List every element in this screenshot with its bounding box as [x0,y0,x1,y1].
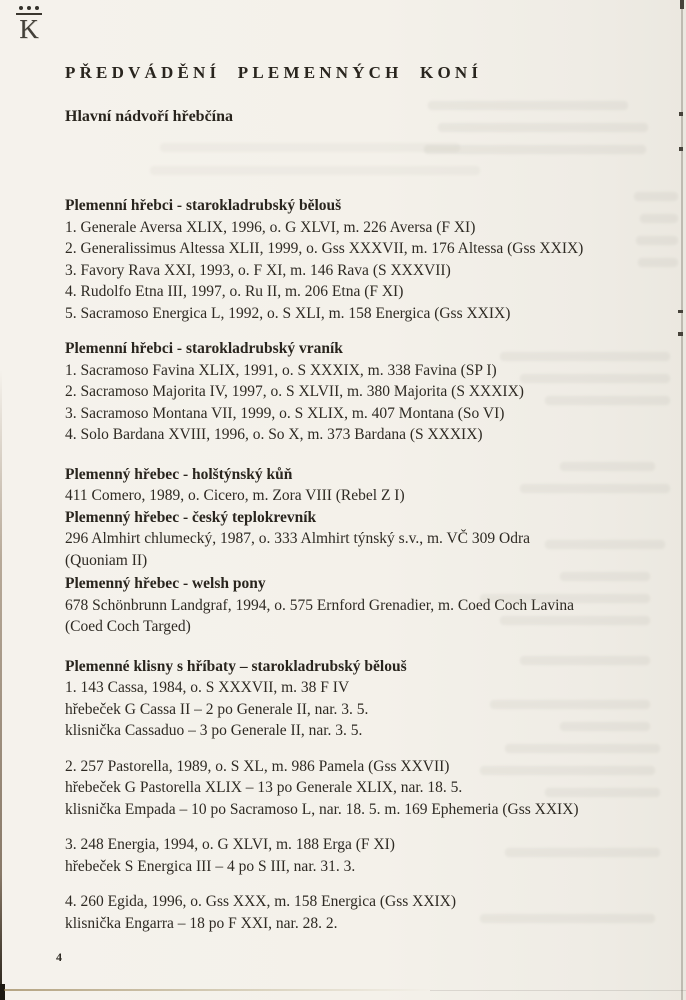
entry-paragraph [65,677,650,742]
bottom-page-edge-faint [430,990,686,991]
section [65,507,650,572]
scan-corner-mark [0,984,5,1000]
section-heading: Plemenní hřebci - starokladrubský bělouš [65,197,342,214]
entry-line: (Quoniam II) [65,551,148,569]
entry-line: 411 Comero, 1989, o. Cicero, m. Zora VIII (Rebel Z I) [65,487,405,504]
entry-line: 2. Sacramoso Majorita IV, 1997, o. S XLVII, m. 380 Majorita (S XXXIX) [65,383,524,400]
entry-line: 2. 257 Pastorella, 1989, o. S XL, m. 986 Pamela (Gss XXVII) [65,757,450,775]
entry-paragraph [65,834,650,877]
entry-paragraph [65,756,650,821]
entry-paragraph [65,360,650,446]
entry-line: hřebeček G Pastorella XLIX – 13 po Generale XLIX, nar. 18. 5. [65,779,463,796]
section-heading: Plemenný hřebec - český teplokrevník [65,508,317,526]
entry-line: 1. Generale Aversa XLIX, 1996, o. G XLVI, m. 226 Aversa (F XI) [65,218,476,236]
entry-line: 3. 248 Energia, 1994, o. G XLVI, m. 188 Erga (F XI) [65,836,395,853]
scan-speck [680,0,684,9]
entry-paragraph [65,891,650,934]
scan-speck [678,310,683,313]
scan-speck [679,112,683,116]
page-content [65,62,650,934]
section-heading: Plemenný hřebec - welsh pony [65,575,266,592]
entry-line: klisnička Empada – 10 po Sacramoso L, nar. 18. 5. m. 169 Ephemeria (Gss XXIX) [65,800,579,818]
entry-line: 4. Solo Bardana XVIII, 1996, o. So X, m. 373 Bardana (S XXXIX) [65,426,483,443]
entry-line: 4. 260 Egida, 1996, o. Gss XXX, m. 158 Energica (Gss XXIX) [65,893,457,910]
entry-paragraph [65,217,650,325]
bottom-page-edge [4,989,434,991]
sections-container [65,195,650,934]
entry-line: 1. Sacramoso Favina XLIX, 1991, o. S XXXIX, m. 338 Favina (SP I) [65,361,497,379]
entry-paragraph [65,528,650,571]
section [65,338,650,446]
kladruby-logo [14,6,44,43]
entry-line: 5. Sacramoso Energica L, 1992, o. S XLI, m. 158 Energica (Gss XXIX) [65,304,511,322]
entry-line: 2. Generalissimus Altessa XLII, 1999, o. Gss XXXVII, m. 176 Altessa (Gss XXIX) [65,240,584,257]
section-heading: Plemenný hřebec - holštýnský kůň [65,465,293,483]
entry-paragraph [65,485,650,507]
page-number: 4 [56,950,62,964]
entry-line: 3. Favory Rava XXI, 1993, o. F XI, m. 146 Rava (S XXXVII) [65,261,451,279]
entry-line: hřebeček G Cassa II – 2 po Generale II, nar. 3. 5. [65,700,369,718]
entry-line: hřebeček S Energica III – 4 po S III, nar. 31. 3. [65,857,356,875]
entry-paragraph [65,595,650,638]
scan-speck [678,332,683,336]
section [65,195,650,324]
section [65,573,650,638]
section-heading: Plemenní hřebci - starokladrubský vraník [65,340,343,357]
left-page-edge [0,370,2,1000]
entry-line: 4. Rudolfo Etna III, 1997, o. Ru II, m. 206 Etna (F XI) [65,283,404,300]
logo-letter-k: K [19,14,39,44]
entry-line: (Coed Coch Targed) [65,618,191,635]
entry-line: klisnička Cassaduo – 3 po Generale II, nar. 3. 5. [65,722,363,739]
page-subtitle: Hlavní nádvoří hřebčína [65,108,234,125]
section-heading: Plemenné klisny s hříbaty – starokladrubský bělouš [65,657,407,675]
entry-line: 3. Sacramoso Montana VII, 1999, o. S XLIX, m. 407 Montana (So VI) [65,404,505,422]
section [65,656,650,935]
logo-crown-dots-icon [14,6,44,11]
entry-line: 1. 143 Cassa, 1984, o. S XXXVII, m. 38 F IV [65,679,350,696]
entry-line: klisnička Engarra – 18 po F XXI, nar. 28. 2. [65,914,338,932]
scan-speck [679,147,683,151]
entry-line: 678 Schönbrunn Landgraf, 1994, o. 575 Ernford Grenadier, m. Coed Coch Lavina [65,596,575,614]
page-title: PŘEDVÁDĚNÍ PLEMENNÝCH KONÍ [65,63,483,82]
entry-line: 296 Almhirt chlumecký, 1987, o. 333 Almhirt týnský s.v., m. VČ 309 Odra [65,530,530,547]
section [65,464,650,507]
